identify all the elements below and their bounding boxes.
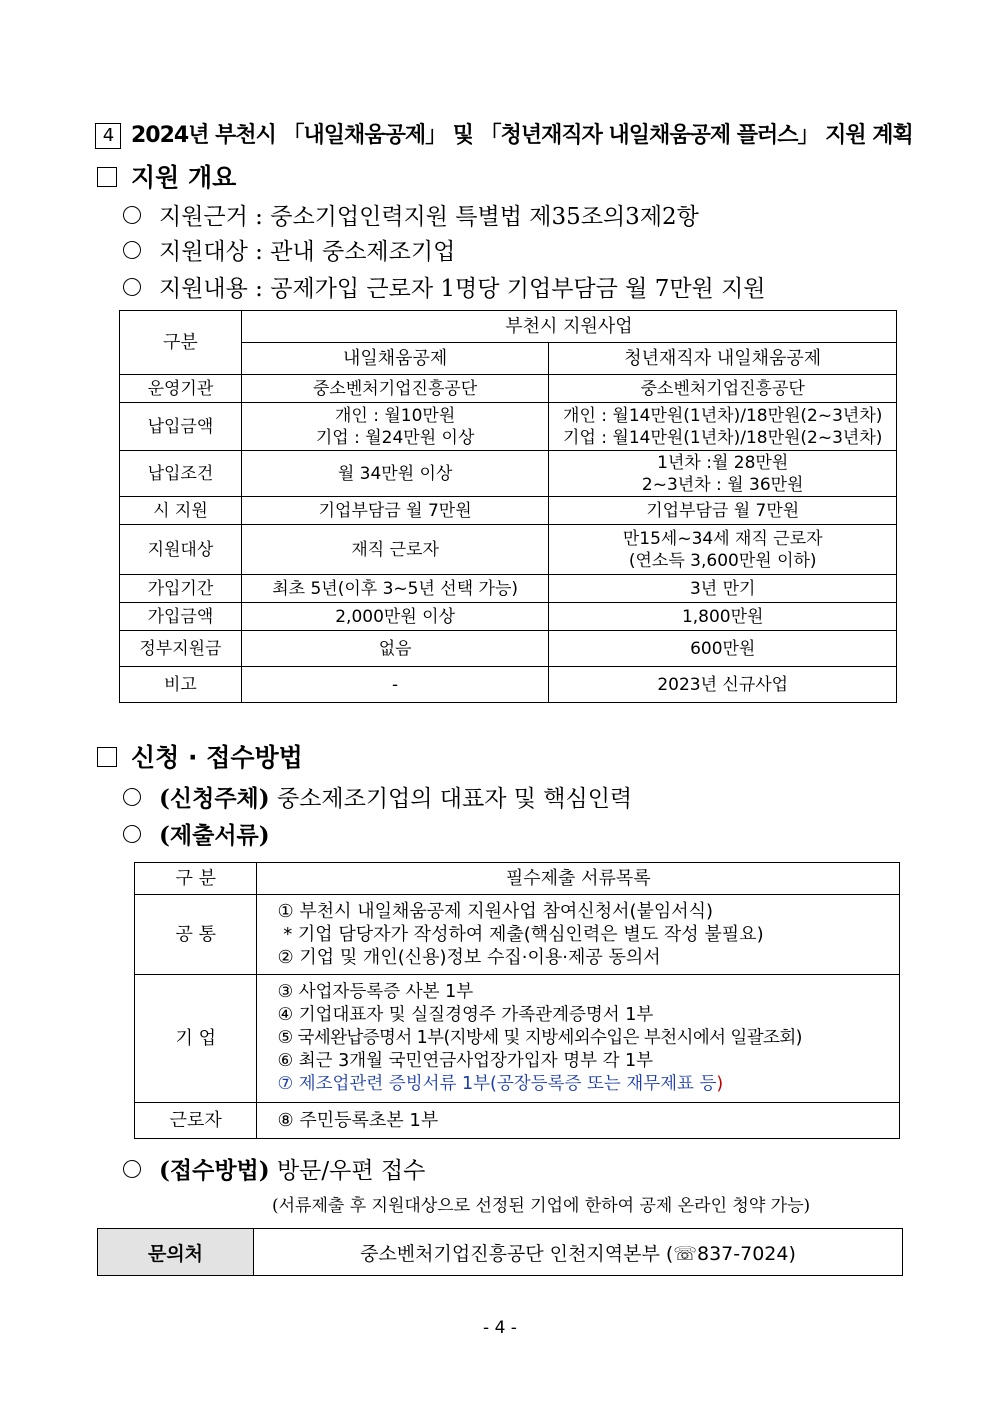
circle-bullet-icon: [123, 278, 141, 296]
application-bullet: (신청주체) 중소제조기업의 대표자 및 핵심인력: [123, 780, 632, 813]
document-title-text: 2024년 부천시 「내일채움공제」 및 「청년재직자 내일채움공제 플러스」 지원 계획: [131, 123, 913, 148]
support-table-col1-header: 내일채움공제: [241, 343, 549, 375]
table-row: 지원대상 재직 근로자 만15세~34세 재직 근로자 (연소득 3,600만원 이하): [120, 525, 897, 575]
table-row: 근로자 ⑧ 주민등록초본 1부: [135, 1103, 900, 1139]
table-row: 납입조건 월 34만원 이상 1년차 :월 28만원 2~3년차 : 월 36만원: [120, 451, 897, 497]
table-row: 정부지원금 없음 600만원: [120, 631, 897, 667]
application-note: (서류제출 후 지원대상으로 선정된 기업에 한하여 공제 온라인 청약 가능): [272, 1196, 811, 1216]
documents-table-header-category: 구 분: [135, 863, 257, 895]
contact-label: 문의처: [98, 1229, 254, 1275]
page-number: - 4 -: [483, 1318, 517, 1338]
table-row: 운영기관 중소벤처기업진흥공단 중소벤처기업진흥공단: [120, 375, 897, 403]
table-row: 납입금액 개인 : 월10만원 기업 : 월24만원 이상 개인 : 월14만원(1년차)/18만원(2~3년차) 기업 : 월14만원(1년차)/18만원(2~3년차): [120, 403, 897, 451]
application-heading: [97, 738, 303, 774]
application-bullet: (제출서류): [123, 817, 270, 850]
support-table-col2-header: 청년재직자 내일채움공제: [549, 343, 897, 375]
document-title: [95, 118, 913, 149]
documents-table: [134, 862, 900, 1139]
contact-box: [97, 1228, 903, 1276]
square-bullet-icon: [97, 747, 117, 767]
support-table: [119, 310, 897, 703]
overview-heading: [97, 158, 236, 194]
table-row: 가입금액 2,000만원 이상 1,800만원: [120, 603, 897, 631]
section-number-box: 4: [95, 123, 121, 149]
table-row: 기 업 ③ 사업자등록증 사본 1부 ④ 기업대표자 및 실질경영주 가족관계증명서 1부 ⑤ 국세완납증명서 1부(지방세 및 지방세외수입은 부천시에서 일괄조회) ⑥ 최근 3개월 국민연금사업장가입자 명부 각 1부 ⑦ 제조업관련 증빙서류 1부(공장등록증 또는 재무제표 등): [135, 975, 900, 1103]
table-row: 공 통 ① 부천시 내일채움공제 지원사업 참여신청서(붙임서식) * 기업 담당자가 작성하여 제출(핵심인력은 별도 작성 불필요) ② 기업 및 개인(신용)정보 수집·이용·제공 동의서: [135, 895, 900, 975]
square-bullet-icon: [97, 167, 117, 187]
support-table-group-header: 부천시 지원사업: [241, 311, 896, 343]
contact-value: 중소벤처기업진흥공단 인천지역본부 (☏837-7024): [360, 1242, 796, 1265]
table-row: 가입기간 최초 5년(이후 3~5년 선택 가능) 3년 만기: [120, 575, 897, 603]
table-row: 시 지원 기업부담금 월 7만원 기업부담금 월 7만원: [120, 497, 897, 525]
table-row: 비고 - 2023년 신규사업: [120, 667, 897, 703]
circle-bullet-icon: [123, 1160, 141, 1178]
overview-heading-text: 지원 개요: [131, 163, 237, 192]
circle-bullet-icon: [123, 241, 141, 259]
overview-bullet: 지원근거 : 중소기업인력지원 특별법 제35조의3제2항: [123, 198, 699, 231]
support-table-corner: 구분: [120, 311, 242, 375]
overview-bullet: 지원내용 : 공제가입 근로자 1명당 기업부담금 월 7만원 지원: [123, 270, 766, 303]
application-heading-text: 신청 · 접수방법: [131, 743, 303, 772]
application-bullet: (접수방법) 방문/우편 접수: [123, 1152, 425, 1185]
circle-bullet-icon: [123, 788, 141, 806]
documents-table-header-list: 필수제출 서류목록: [257, 863, 900, 895]
overview-bullet: 지원대상 : 관내 중소제조기업: [123, 233, 455, 266]
circle-bullet-icon: [123, 825, 141, 843]
circle-bullet-icon: [123, 206, 141, 224]
